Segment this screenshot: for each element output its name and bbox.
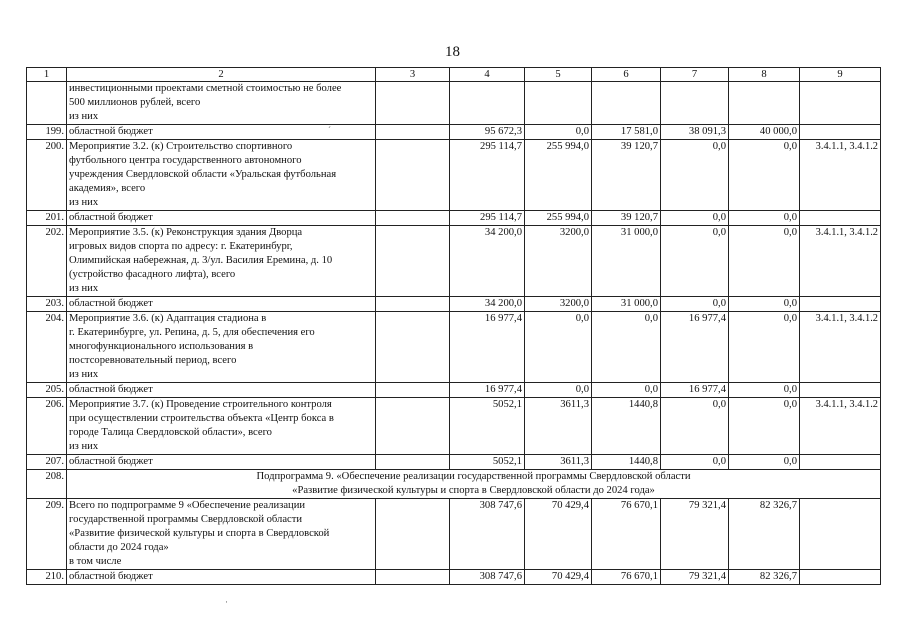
cell-c5: 70 429,4: [525, 499, 592, 570]
cell-target-codes: 3.4.1.1, 3.4.1.2: [800, 312, 881, 383]
cell-c8: 0,0: [729, 398, 800, 455]
description-line: из них: [69, 197, 99, 208]
cell-c4: 308 747,6: [450, 499, 525, 570]
description-line: из них: [69, 369, 99, 380]
description-line: Всего по подпрограмме 9 «Обеспечение реализации: [69, 500, 306, 511]
description-line: из них: [69, 283, 99, 294]
cell-col3: [376, 140, 450, 211]
description-line: Мероприятие 3.7. (к) Проведение строительного контроля: [69, 399, 332, 410]
row-number: 203.: [27, 297, 67, 312]
cell-c4: 16 977,4: [450, 383, 525, 398]
description-line: из них: [69, 441, 99, 452]
table-row: [27, 297, 881, 312]
description-line: академия», всего: [69, 183, 146, 194]
cell-c5: 0,0: [525, 125, 592, 140]
cell-c6: 31 000,0: [592, 226, 661, 297]
description-line: в том числе: [69, 556, 122, 567]
description-line: футбольного центра государственного автономного: [69, 155, 302, 166]
cell-c7: [661, 82, 729, 125]
row-description: [67, 140, 376, 211]
column-header: 1: [27, 68, 67, 82]
cell-col3: [376, 82, 450, 125]
description-line: области до 2024 года»: [69, 542, 169, 553]
row-number: 204.: [27, 312, 67, 383]
cell-c5: 3200,0: [525, 297, 592, 312]
description-line: игровых видов спорта по адресу: г. Екатеринбург,: [69, 241, 293, 252]
cell-c4: 95 672,3: [450, 125, 525, 140]
description-line: «Развитие физической культуры и спорта в Свердловской: [69, 528, 330, 539]
description-line: учреждения Свердловской области «Уральская футбольная: [69, 169, 337, 180]
row-description: [67, 82, 376, 125]
description-line: постсоревновательный период, всего: [69, 355, 237, 366]
cell-col3: [376, 211, 450, 226]
cell-c7: 0,0: [661, 140, 729, 211]
cell-c7: 79 321,4: [661, 570, 729, 585]
cell-col3: [376, 499, 450, 570]
cell-c6: 31 000,0: [592, 297, 661, 312]
cell-c4: [450, 82, 525, 125]
cell-target-codes: 3.4.1.1, 3.4.1.2: [800, 140, 881, 211]
row-number: 200.: [27, 140, 67, 211]
cell-c4: 5052,1: [450, 455, 525, 470]
cell-c8: 0,0: [729, 383, 800, 398]
cell-c5: 3200,0: [525, 226, 592, 297]
cell-c4: 5052,1: [450, 398, 525, 455]
cell-c7: 0,0: [661, 398, 729, 455]
cell-c7: 0,0: [661, 297, 729, 312]
cell-c5: 255 994,0: [525, 211, 592, 226]
budget-table: [26, 67, 881, 585]
table-row: [27, 82, 881, 125]
table-body: [27, 68, 881, 585]
description-line: областной бюджет: [69, 384, 153, 395]
cell-c4: 295 114,7: [450, 211, 525, 226]
table-row: [27, 570, 881, 585]
row-description: [67, 211, 376, 226]
row-description: [67, 455, 376, 470]
table-row: [27, 398, 881, 455]
description-line: Мероприятие 3.6. (к) Адаптация стадиона в: [69, 313, 267, 324]
description-line: 500 миллионов рублей, всего: [69, 97, 201, 108]
column-header: 4: [450, 68, 525, 82]
row-number: 207.: [27, 455, 67, 470]
description-line: областной бюджет: [69, 571, 153, 582]
cell-c6: 39 120,7: [592, 140, 661, 211]
cell-c6: 0,0: [592, 383, 661, 398]
cell-c6: 76 670,1: [592, 499, 661, 570]
cell-c4: 295 114,7: [450, 140, 525, 211]
description-line: инвестиционными проектами сметной стоимостью не более: [69, 83, 342, 94]
description-line: при осуществлении строительства объекта «Центр бокса в: [69, 413, 334, 424]
cell-c7: 0,0: [661, 226, 729, 297]
table-row: [27, 125, 881, 140]
cell-c5: 3611,3: [525, 398, 592, 455]
cell-target-codes: [800, 297, 881, 312]
cell-c8: 82 326,7: [729, 570, 800, 585]
cell-col3: [376, 398, 450, 455]
cell-c5: 3611,3: [525, 455, 592, 470]
row-description: [67, 398, 376, 455]
description-line: Мероприятие 3.5. (к) Реконструкция здания Дворца: [69, 227, 303, 238]
subprogram-row: [27, 470, 881, 499]
cell-c7: 0,0: [661, 211, 729, 226]
cell-c6: 39 120,7: [592, 211, 661, 226]
description-line: г. Екатеринбурге, ул. Репина, д. 5, для обеспечения его: [69, 327, 315, 338]
cell-c5: 0,0: [525, 383, 592, 398]
table-row: [27, 312, 881, 383]
column-header: 5: [525, 68, 592, 82]
description-line: многофункционального использования в: [69, 341, 254, 352]
cell-c4: 34 200,0: [450, 297, 525, 312]
description-line: областной бюджет: [69, 212, 153, 223]
cell-c6: [592, 82, 661, 125]
table-row: [27, 226, 881, 297]
cell-c8: 0,0: [729, 211, 800, 226]
cell-col3: [376, 455, 450, 470]
table-row: [27, 211, 881, 226]
cell-c4: 16 977,4: [450, 312, 525, 383]
cell-c6: 17 581,0: [592, 125, 661, 140]
subprogram-title-line: Подпрограмма 9. «Обеспечение реализации государственной программы Свердловской области: [256, 471, 691, 482]
row-description: [67, 297, 376, 312]
cell-c4: 34 200,0: [450, 226, 525, 297]
table-row: [27, 455, 881, 470]
description-line: Олимпийская набережная, д. 3/ул. Василия Еремина, д. 10: [69, 255, 333, 266]
row-number: 210.: [27, 570, 67, 585]
description-line: из них: [69, 111, 99, 122]
row-description: [67, 383, 376, 398]
row-number: 201.: [27, 211, 67, 226]
table-row: [27, 499, 881, 570]
cell-target-codes: [800, 455, 881, 470]
column-header: 7: [661, 68, 729, 82]
cell-col3: [376, 297, 450, 312]
subprogram-title: [67, 470, 881, 499]
row-description: [67, 499, 376, 570]
subprogram-title-line: «Развитие физической культуры и спорта в Свердловской области до 2024 года»: [292, 485, 655, 496]
description-line: городе Талица Свердловской области», всего: [69, 427, 272, 438]
header-row: [27, 68, 881, 82]
cell-col3: [376, 383, 450, 398]
cell-c5: 0,0: [525, 312, 592, 383]
row-description: [67, 570, 376, 585]
column-header: 9: [800, 68, 881, 82]
row-number: 208.: [27, 470, 67, 499]
cell-target-codes: 3.4.1.1, 3.4.1.2: [800, 398, 881, 455]
cell-c5: 70 429,4: [525, 570, 592, 585]
description-line: Мероприятие 3.2. (к) Строительство спортивного: [69, 141, 293, 152]
cell-col3: [376, 226, 450, 297]
cell-c6: 76 670,1: [592, 570, 661, 585]
cell-c8: 82 326,7: [729, 499, 800, 570]
cell-target-codes: [800, 570, 881, 585]
column-header: 8: [729, 68, 800, 82]
cell-c7: 38 091,3: [661, 125, 729, 140]
cell-c8: 40 000,0: [729, 125, 800, 140]
cell-c5: [525, 82, 592, 125]
cell-c6: 1440,8: [592, 398, 661, 455]
cell-target-codes: [800, 82, 881, 125]
table-row: [27, 383, 881, 398]
cell-target-codes: [800, 383, 881, 398]
row-number: 202.: [27, 226, 67, 297]
cell-c8: 0,0: [729, 312, 800, 383]
cell-col3: [376, 312, 450, 383]
table-row: [27, 140, 881, 211]
column-header: 2: [67, 68, 376, 82]
cell-c8: [729, 82, 800, 125]
row-number: 199.: [27, 125, 67, 140]
description-line: (устройство фасадного лифта), всего: [69, 269, 236, 280]
cell-c7: 16 977,4: [661, 383, 729, 398]
description-line: областной бюджет: [69, 456, 153, 467]
description-line: областной бюджет: [69, 298, 153, 309]
column-header: 3: [376, 68, 450, 82]
description-line: государственной программы Свердловской области: [69, 514, 303, 525]
cell-c6: 1440,8: [592, 455, 661, 470]
column-header: 6: [592, 68, 661, 82]
description-line: областной бюджет: [69, 126, 153, 137]
cell-c8: 0,0: [729, 455, 800, 470]
cell-target-codes: [800, 211, 881, 226]
cell-col3: [376, 125, 450, 140]
cell-c7: 0,0: [661, 455, 729, 470]
cell-c5: 255 994,0: [525, 140, 592, 211]
cell-target-codes: [800, 125, 881, 140]
scan-mark: ·: [225, 597, 228, 607]
cell-c7: 79 321,4: [661, 499, 729, 570]
cell-c8: 0,0: [729, 226, 800, 297]
row-number: 206.: [27, 398, 67, 455]
cell-c7: 16 977,4: [661, 312, 729, 383]
cell-target-codes: 3.4.1.1, 3.4.1.2: [800, 226, 881, 297]
scan-mark: ´: [328, 125, 331, 135]
cell-c6: 0,0: [592, 312, 661, 383]
row-description: [67, 226, 376, 297]
cell-c8: 0,0: [729, 297, 800, 312]
row-number: 209.: [27, 499, 67, 570]
row-number: [27, 82, 67, 125]
cell-col3: [376, 570, 450, 585]
row-number: 205.: [27, 383, 67, 398]
cell-c4: 308 747,6: [450, 570, 525, 585]
cell-c8: 0,0: [729, 140, 800, 211]
cell-target-codes: [800, 499, 881, 570]
row-description: [67, 312, 376, 383]
page-number: 18: [445, 44, 460, 60]
